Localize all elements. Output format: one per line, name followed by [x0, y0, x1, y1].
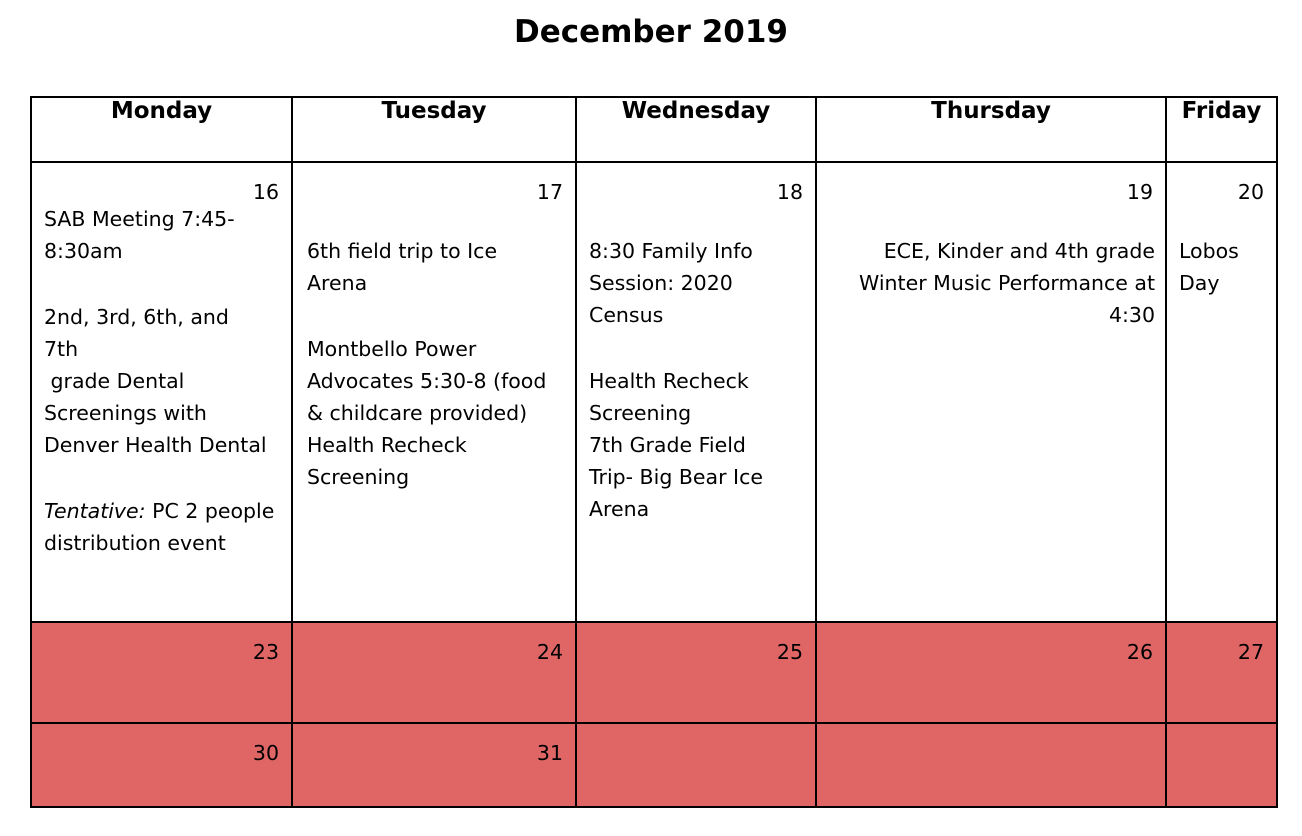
day-cell-wednesday [576, 723, 816, 807]
day-cell-tuesday [292, 622, 576, 723]
date-number: 17 [536, 180, 563, 204]
event-sab-meeting: SAB Meeting 7:45-8:30am [44, 207, 235, 263]
day-cell-tuesday [292, 723, 576, 807]
header-thursday: Thursday [816, 97, 1166, 162]
date-number: 16 [252, 180, 279, 204]
header-tuesday: Tuesday [292, 97, 576, 162]
day-cell-thursday [816, 162, 1166, 622]
event-power-advocates: Montbello Power Advocates 5:30-8 (food & childcare provided) [307, 337, 547, 425]
event-field-trip: 6th field trip to Ice Arena [307, 239, 498, 295]
calendar-table [30, 96, 1278, 808]
page-title: December 2019 [513, 14, 789, 50]
date-number: 19 [1126, 180, 1153, 204]
tentative-text: PC 2 people distribution event [44, 499, 281, 555]
date-number: 26 [1126, 640, 1153, 664]
day-cell-friday [1166, 162, 1277, 622]
day-cell-monday [31, 162, 292, 622]
day-cell-tuesday [292, 162, 576, 622]
event-health-recheck: Health Recheck Screening [589, 369, 749, 425]
date-number [1167, 724, 1276, 738]
day-cell-monday [31, 723, 292, 807]
date-number: 31 [536, 741, 563, 765]
date-number: 23 [252, 640, 279, 664]
event-dental-grades: 2nd, 3rd, 6th, and 7th [44, 305, 229, 361]
date-number: 27 [1237, 640, 1264, 664]
date-number: 24 [536, 640, 563, 664]
day-cell-wednesday [576, 162, 816, 622]
week-row [31, 162, 1277, 622]
day-cell-friday [1166, 723, 1277, 807]
event-family-info-session: 8:30 Family Info Session: 2020 Census [589, 239, 753, 327]
day-cell-friday [1166, 622, 1277, 723]
date-number [817, 724, 1165, 738]
week-row [31, 723, 1277, 807]
day-cell-monday [31, 622, 292, 723]
week-row [31, 622, 1277, 723]
tentative-label: Tentative: [44, 499, 146, 523]
day-cell-thursday [816, 723, 1166, 807]
header-monday: Monday [31, 97, 292, 162]
date-number: 20 [1237, 180, 1264, 204]
header-friday: Friday [1166, 97, 1277, 162]
event-health-recheck: Health Recheck Screening [307, 433, 467, 489]
day-cell-wednesday [576, 622, 816, 723]
header-wednesday: Wednesday [576, 97, 816, 162]
weekday-header-row [31, 97, 1277, 162]
day-cell-thursday [816, 622, 1166, 723]
event-grade7-field-trip: 7th Grade Field Trip- Big Bear Ice Arena [589, 433, 763, 521]
event-winter-music: ECE, Kinder and 4th grade Winter Music Performance at 4:30 [859, 239, 1155, 327]
date-number [577, 724, 815, 738]
date-number: 25 [776, 640, 803, 664]
date-number: 18 [776, 180, 803, 204]
event-lobos-day: Lobos Day [1179, 239, 1239, 295]
event-dental-screenings: grade Dental Screenings with Denver Health Dental [44, 369, 267, 457]
event-tentative-distribution [44, 495, 281, 559]
date-number: 30 [252, 741, 279, 765]
